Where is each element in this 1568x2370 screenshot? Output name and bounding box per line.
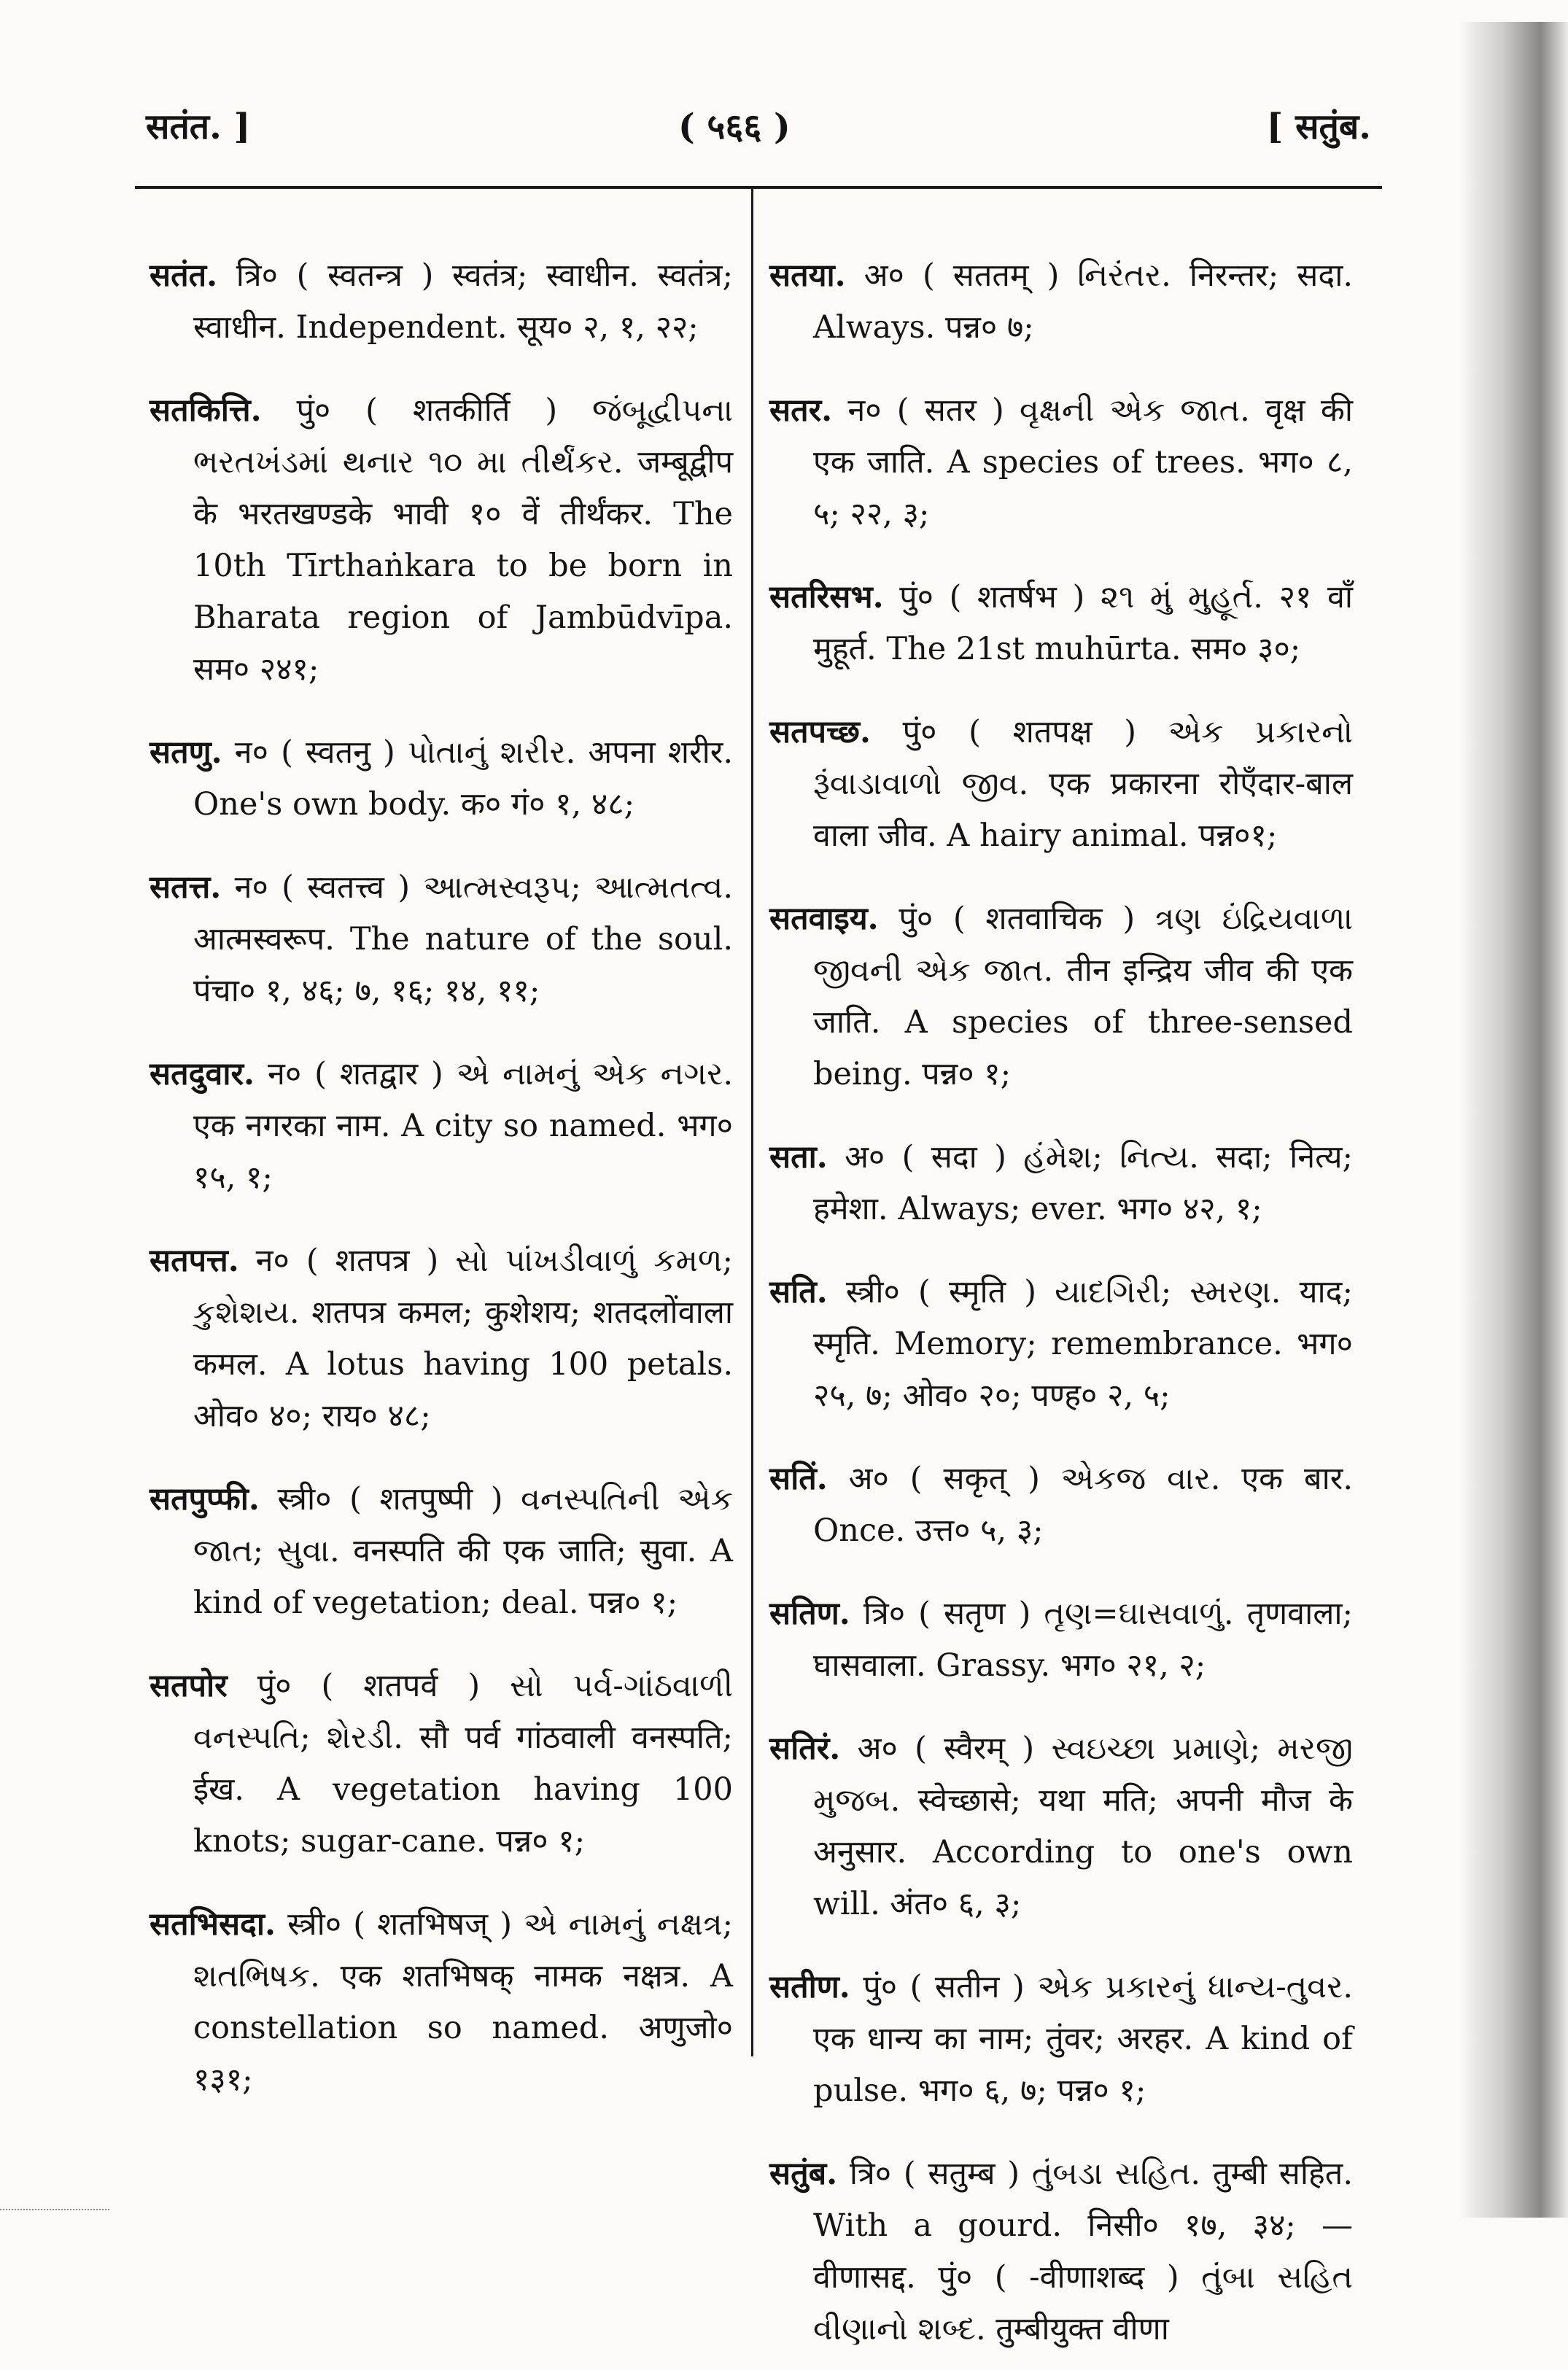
entry-definition: अ० ( सदा ) હંમેશ; નિત્ય. सदा; नित्य; हमेशा. Always; ever. भग० ४२, १; <box>813 1139 1354 1227</box>
dictionary-entry <box>150 727 733 831</box>
dictionary-entry <box>150 385 733 696</box>
dictionary-entry <box>769 2148 1353 2355</box>
left-column <box>150 219 733 2121</box>
entry-headword: सतत्त. <box>150 869 222 906</box>
right-column <box>769 219 1353 2370</box>
entry-definition: त्रि० ( सतृण ) તૃણ=ઘાસવાળું. तृणवाला; घासवाला. Grassy. भग० २१, २; <box>813 1596 1353 1684</box>
dictionary-entry <box>150 1235 733 1442</box>
entry-definition: न० ( सतर ) વૃક્ષની એક જાત. वृक्ष की एक जाति. A species of trees. भग० ८, ५; २२, ३; <box>813 392 1354 532</box>
entry-headword: सतिरं. <box>769 1730 841 1767</box>
entry-headword: सतुंब. <box>769 2156 838 2192</box>
entry-headword: सतीण. <box>769 1969 850 2005</box>
page-number: ( ५६६ ) <box>678 106 791 147</box>
entry-headword: सतभिसदा. <box>150 1906 276 1943</box>
dictionary-entry <box>150 1474 733 1629</box>
entry-headword: सतदुवार. <box>150 1056 255 1092</box>
dictionary-entry <box>769 572 1353 675</box>
dictionary-entry <box>769 707 1353 862</box>
entry-definition: स्त्री० ( शतभिषज् ) એ નામનું નક્ષત્ર; શતભિષક. एक शतभिषक् नामक नक्षत्र. A constellation so named. अणुजो० १३१; <box>193 1906 733 2098</box>
dictionary-entry <box>769 1723 1353 1930</box>
entry-definition: स्त्री० ( स्मृति ) યાદગિરી; સ્મરણ. याद; स्मृति. Memory; remembrance. भग० २५, ७; ओव० २०; पण्ह० २, ५; <box>813 1274 1353 1414</box>
dictionary-entry <box>769 893 1353 1100</box>
entry-definition: त्रि० ( सतुम्ब ) તુંબડા સહિત. तुम्बी सहित. With a gourd. निसी० १७, ३४; —वीणासद्द. पुं० ( -वीणाशब्द ) તુંબા સહિત વીણાનો શબ્દ. तुम्बीयुक्त वीणा <box>813 2156 1353 2347</box>
entry-headword: सतंत. <box>150 257 218 294</box>
entry-definition: त्रि० ( स्वतन्त्र ) स्वतंत्र; स्वाधीन. स्वतंत्र; स्वाधीन. Independent. सूय० २, १, २२; <box>193 257 733 346</box>
running-header <box>146 102 1371 153</box>
dictionary-entry <box>769 385 1353 540</box>
dictionary-entry <box>150 1660 733 1868</box>
entry-headword: सतपत्त. <box>150 1243 239 1279</box>
entry-definition: पुं० ( शतकीर्ति ) જંબૂદ્વીપના ભરતખંડમાં થનાર ૧૦ મા તીર્થંકર. जम्बूद्वीप के भरतखण्डके भावी १० वें तीर्थंकर. The 10th Tīrthaṅkara to be born in Bharata region of Jambūdvīpa. सम० २४१; <box>193 392 733 688</box>
entry-headword: सति. <box>769 1274 828 1310</box>
header-first-headword: सतंत. ] <box>146 106 251 147</box>
entry-headword: सतपच्छ. <box>769 714 871 750</box>
dictionary-entry <box>769 1588 1353 1692</box>
entry-headword: सतणु. <box>150 734 222 771</box>
entry-headword: सतर. <box>769 392 833 429</box>
entry-definition: अ० ( सततम् ) નિરંતર. निरन्तर; सदा. Always. पन्न० ७; <box>813 257 1354 346</box>
entry-definition: न० ( स्वतत्त्व ) આત્મસ્વરૂપ; આત્મતત્વ. आत्मस्वरूप. The nature of the soul. पंचा० १, ४६; ७, १६; १४, ११; <box>193 869 733 1009</box>
header-rule <box>135 186 1382 189</box>
entry-definition: पुं० ( शतपर्व ) સો પર્વ-ગાંઠવાળી વનસ્પતિ; શેરડી. सौ पर्व गांठवाली वनस्पति; ईख. A vegetation having 100 knots; sugar-cane. पन्न० १; <box>193 1668 734 1860</box>
dictionary-entry <box>769 1453 1353 1557</box>
entry-definition: पुं० ( शतवाचिक ) ત્રણ ઇંદ્રિયવાળા જીવની એક જાત. तीन इन्द्रिय जीव की एक जाति. A species of three-sensed being. पन्न० १; <box>813 901 1353 1092</box>
entry-definition: अ० ( स्वैरम् ) સ્વઇચ્છા પ્રમાણે; મરજી મુજબ. स्वेच्छासे; यथा मति; अपनी मौज के अनुसार. According to one's own will. अंत० ६, ३; <box>813 1730 1353 1922</box>
dictionary-entry <box>769 1962 1353 2117</box>
entry-definition: अ० ( सकृत् ) એકજ વાર. एक बार. Once. उत्त० ५, ३; <box>813 1461 1353 1549</box>
dictionary-entry <box>150 862 733 1017</box>
dictionary-entry <box>150 1899 733 2106</box>
entry-headword: सतिण. <box>769 1596 850 1632</box>
header-last-headword: [ सतुंब. <box>1266 106 1371 147</box>
entry-headword: सतकित्ति. <box>150 392 262 429</box>
page-edge-shadow <box>1459 22 1568 2218</box>
entry-headword: सतया. <box>769 257 846 294</box>
entry-definition: न० ( शतपत्र ) સો પાંખડીવાળું કમળ; કુશેશય. शतपत्र कमल; कुशेशय; शतदलोंवाला कमल. A lotus having 100 petals. ओव० ४०; राय० ४८; <box>193 1243 734 1434</box>
entry-headword: सतपोर <box>150 1668 228 1704</box>
dictionary-entry <box>150 250 733 354</box>
entry-definition: पुं० ( सतीन ) એક પ્રકારનું ધાન્ય-તુવર. एक धान्य का नाम; तुंवर; अरहर. A kind of pulse. भग० ६, ७; पन्न० १; <box>813 1969 1353 2109</box>
dictionary-entry <box>769 1132 1353 1235</box>
entry-headword: सता. <box>769 1139 828 1176</box>
entry-definition: पुं० ( शतपक्ष ) એક પ્રકારનો રૂંવાડાવાળો જીવ. एक प्रकारना रोएँदार-बाल वाला जीव. A hairy animal. पन्न०१; <box>813 714 1353 854</box>
entry-headword: सतपुप्फी. <box>150 1481 260 1518</box>
entry-definition: न० ( स्वतनु ) પોતાનું શરીર. अपना शरीर. One's own body. क० गं० १, ४८; <box>193 734 734 823</box>
entry-headword: सतवाइय. <box>769 901 879 937</box>
dictionary-entry <box>769 250 1353 354</box>
entry-definition: न० ( शतद्वार ) એ નામનું એક નગર. एक नगरका नाम. A city so named. भग० १५, १; <box>193 1056 734 1196</box>
entry-definition: पुं० ( शतर्षभ ) ૨૧ મું મુહૂર્ત. २१ वाँ मुहूर्त. The 21st muhūrta. सम० ३०; <box>813 579 1353 667</box>
dictionary-entry <box>150 1049 733 1204</box>
entry-headword: सतरिसभ. <box>769 579 884 615</box>
entry-headword: सतिं. <box>769 1461 828 1497</box>
entry-definition: स्त्री० ( शतपुष्पी ) વનસ્પતિની એક જાત; સુવા. वनस्पति की एक जाति; सुवा. A kind of vegetation; deal. पन्न० १; <box>193 1481 734 1621</box>
column-divider <box>751 186 753 2056</box>
dictionary-entry <box>769 1267 1353 1422</box>
footer-dotted-rule <box>0 2209 109 2218</box>
